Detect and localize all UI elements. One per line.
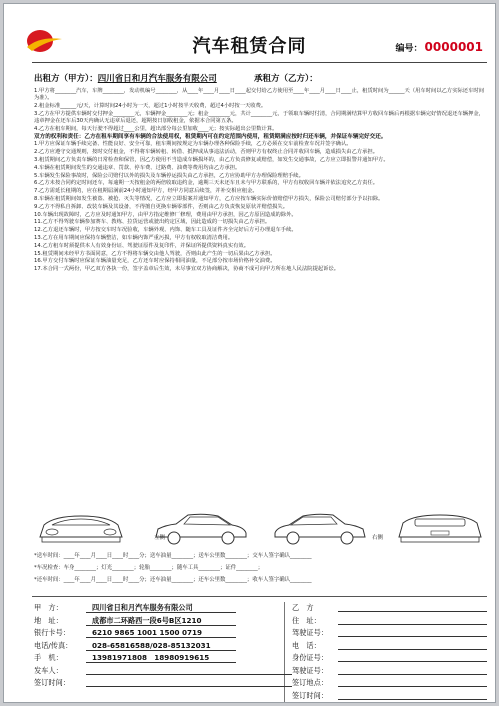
inspection-line: *送车时间：____年____月____日____时____分；送车油量________；送车公里数________；交车人签字确认________ bbox=[34, 553, 312, 559]
contract-clause: 4.乙方在租车期间，每天行驶不得超过____公里，超出部分每公里加收____元；按实际超出公里数计算。 bbox=[34, 125, 278, 132]
contract-clause: 1.甲方应保证车辆手续完备、性能良好、安全可靠，租车期间按规定为车辆办理各种保险手续，乙方必须在交车前检查车况并签字确认。 bbox=[34, 141, 352, 148]
signature-row bbox=[34, 690, 487, 703]
contract-clause: 10.车辆出现故障时，乙方应及时通知甲方，由甲方指定维修厂修理，费用由甲方承担，因乙方原因造成的除外。 bbox=[34, 211, 297, 218]
signature-left-field bbox=[34, 653, 292, 663]
signature-left-key: 地 址： bbox=[34, 615, 63, 625]
lessor-name: 四川省日和月汽车服务有限公司 bbox=[97, 74, 217, 84]
signature-right-key: 驾驶证号： bbox=[292, 665, 328, 675]
signature-right-blank[interactable] bbox=[338, 679, 487, 687]
contract-clause: 5.车辆发生保险事故时，保险公司赔付以外的损失及车辆停运损失由乙方承担，乙方应协助甲方办理保险理赔手续。 bbox=[34, 172, 304, 179]
serial-label: 编号： bbox=[395, 44, 423, 54]
contract-clause: 3.租赁期间乙方负责车辆的日常检查和保管，因乙方使用不当造成车辆损坏的，由乙方负责修复或赔偿，如发生交通事故，乙方应立即报警并通知甲方。 bbox=[34, 156, 389, 163]
signature-right-field bbox=[292, 616, 487, 626]
signature-row bbox=[34, 640, 487, 653]
contract-clause: 1.甲方将________汽车，车牌________，发动机编号________，从____年____月____日____起交付给乙方使用至____年____月____日____止，租赁时间为______天（用车时间以乙方实际还车时间为准）。 bbox=[34, 88, 484, 102]
signature-right-field bbox=[292, 603, 487, 613]
signature-left-key: 甲 方： bbox=[34, 603, 63, 613]
contract-clause: 13.乙方在用车期间应保持车辆整洁，如车辆内饰严重污损，甲方有权收取清洁费用。 bbox=[34, 234, 234, 241]
signature-right-field bbox=[292, 653, 487, 663]
contract-clause: 15.租赁期间未经甲方书面同意，乙方不得将车辆交由他人驾驶，否则由此产生的一切后果由乙方承担。 bbox=[34, 250, 276, 257]
signature-left-value: 6210 9865 1001 1500 0719 bbox=[86, 628, 236, 638]
car-front-icon bbox=[34, 507, 128, 547]
contract-clause: 2.租金标准______元/天，计算时间24小时为一天，超过1小时按半天收费，超过4小时按一天收费。 bbox=[34, 103, 267, 109]
inspection-line: *还车时间：____年____月____日____时____分；还车油量________；还车公里数________；收车人签字确认________ bbox=[34, 577, 312, 583]
contract-clause: 8.车辆在租赁期间如发生被盗、被抢、灭失等情况，乙方应立即报案并通知甲方，乙方应按车辆实际价值赔偿甲方损失，保险公司赔付部分予以扣除。 bbox=[34, 195, 384, 202]
contract-clause: 12.乙方退还车辆时，甲方按交车时车况验收，车辆外观、内饰、随车工具及证件齐全完好后方可办理退车手续。 bbox=[34, 227, 297, 234]
car-rear-icon bbox=[393, 507, 487, 547]
signature-right-blank[interactable] bbox=[338, 629, 487, 637]
signature-left-field bbox=[34, 678, 292, 688]
signature-right-key: 身份证号： bbox=[292, 653, 328, 663]
contract-clause: 17.本合同一式两份，甲乙双方各执一份，签字盖章后生效，未尽事宜双方协商解决，协商不成可向甲方所在地人民法院提起诉讼。 bbox=[34, 266, 340, 273]
car-left-label: 左侧 bbox=[154, 535, 166, 541]
signature-divider bbox=[32, 596, 487, 597]
signature-left-field bbox=[34, 616, 292, 626]
signature-row bbox=[34, 615, 487, 628]
signature-left-value: 四川省日和月汽车服务有限公司 bbox=[86, 603, 236, 613]
signature-right-key: 签订地点： bbox=[292, 678, 328, 688]
signature-right-blank[interactable] bbox=[338, 642, 487, 650]
car-right-label: 右侧 bbox=[372, 535, 384, 541]
signature-left-field bbox=[34, 603, 292, 613]
signature-left-field bbox=[34, 666, 292, 676]
signature-right-key: 签订时间： bbox=[292, 690, 328, 700]
signature-right-key: 电 话： bbox=[292, 640, 321, 650]
contract-clause: 3.乙方在甲方提供车辆时交付押金________元，车辆押金________元；租金________元，共计________元，于领取车辆时付清，合同期满结算甲方收回车辆后再根据车辆完好情况退还车辆押金，违章押金在还车后30天内确认无违章后退还，超期按日加收租金，依据本合同第五条。 bbox=[34, 110, 484, 124]
parties-line bbox=[34, 72, 485, 84]
signature-right-blank[interactable] bbox=[338, 617, 487, 625]
signature-row bbox=[34, 652, 487, 665]
signature-left-blank[interactable] bbox=[86, 679, 292, 687]
signature-left-value: 13981971808 18980919615 bbox=[86, 653, 236, 663]
lessor-block bbox=[34, 72, 254, 84]
lessor-label: 出租方（甲方）： bbox=[34, 74, 98, 84]
signature-right-field bbox=[292, 628, 487, 638]
serial-value: 0000001 bbox=[424, 40, 483, 54]
signature-right-blank[interactable] bbox=[338, 654, 487, 662]
serial-number bbox=[396, 40, 483, 54]
contract-clause: 9.乙方不得私自拆卸、改装车辆及其设备，不得擅自更换车辆零部件，否则由乙方负责恢复原状并赔偿损失。 bbox=[34, 203, 289, 210]
contract-page bbox=[3, 3, 496, 703]
signature-left-key: 银行卡号： bbox=[34, 628, 70, 638]
contract-clause: 6.乙方未按合同约定时间还车，每逾期一天按租金的两倍收取违约金，逾期三天未还车且未与甲方联系的，甲方有权收回车辆并依法追究乙方责任。 bbox=[34, 180, 379, 187]
signature-row bbox=[34, 665, 487, 678]
signature-right-field bbox=[292, 666, 487, 676]
signature-row bbox=[34, 602, 487, 615]
lessee-block bbox=[254, 72, 318, 84]
contract-clause: 2.乙方应遵守交通规则，按时交付租金，不得将车辆转租、转借、抵押或从事违法活动，否则甲方有权终止合同并收回车辆，造成损失由乙方承担。 bbox=[34, 149, 379, 156]
header-divider bbox=[32, 62, 487, 63]
signature-right-blank[interactable] bbox=[338, 667, 487, 675]
signature-row bbox=[34, 677, 487, 690]
signature-left-key: 电话/传真： bbox=[34, 640, 73, 650]
signature-row bbox=[34, 627, 487, 640]
inspection-section bbox=[34, 550, 487, 586]
contract-title: 汽车租赁合同 bbox=[192, 36, 307, 57]
car-diagram bbox=[34, 507, 487, 547]
signature-left-value: 028-65816588/028-85132031 bbox=[86, 641, 236, 651]
contract-clause: 双方的权利和责任：乙方在租车期间享有车辆的合法使用权，租赁期内可在约定范围内使用，租赁期满应按时归还车辆，并保证车辆完好交还。 bbox=[34, 133, 387, 140]
signature-right-field bbox=[292, 678, 487, 688]
contract-clauses bbox=[34, 88, 487, 274]
signature-right-field bbox=[292, 691, 487, 701]
contract-clause: 4.车辆在租赁期间发生的交通违章、罚款、停车费、过路费、油费等费用均由乙方承担。 bbox=[34, 164, 241, 171]
contract-clause: 16.甲方交付车辆时应保证车辆油量充足，乙方还车时应保持相同油量，不足部分按市场价格补交油费。 bbox=[34, 258, 276, 265]
signature-left-key: 发车人： bbox=[34, 665, 63, 675]
signature-right-key: 乙 方 bbox=[292, 603, 314, 613]
signature-left-field bbox=[34, 641, 292, 651]
signature-right-key: 驾驶证号： bbox=[292, 628, 328, 638]
contract-clause: 14.乙方租车时须提供本人有效身份证、驾驶证原件及复印件，并保证所提供资料真实有效。 bbox=[34, 242, 250, 249]
signature-right-key: 住 址： bbox=[292, 615, 321, 625]
signature-right-field bbox=[292, 641, 487, 651]
car-left-side-icon bbox=[154, 507, 248, 547]
inspection-line: *车况检查：车身________；灯光________；轮胎________；随车工具________；证件________； bbox=[34, 565, 264, 571]
car-right-side-icon bbox=[273, 507, 367, 547]
contract-clause: 7.乙方需延长租期的，应在租期届满前24小时通知甲方，经甲方同意后续签，并补交相应租金。 bbox=[34, 188, 258, 195]
signature-block bbox=[34, 602, 487, 702]
signature-left-field bbox=[34, 628, 292, 638]
lessee-label: 承租方（乙方）： bbox=[254, 74, 318, 84]
signature-right-blank[interactable] bbox=[338, 604, 487, 612]
signature-left-key: 签订时间： bbox=[34, 678, 70, 688]
signature-left-value: 成都市二环路西一段6号B区1210 bbox=[86, 616, 236, 626]
signature-right-blank[interactable] bbox=[338, 692, 487, 700]
signature-left-key: 手 机： bbox=[34, 653, 63, 663]
contract-clause: 11.乙方不得驾驶车辆参加赛车、教练、拉货运营或驶出约定区域，因此造成的一切损失由乙方承担。 bbox=[34, 219, 271, 226]
signature-left-blank[interactable] bbox=[86, 667, 292, 675]
